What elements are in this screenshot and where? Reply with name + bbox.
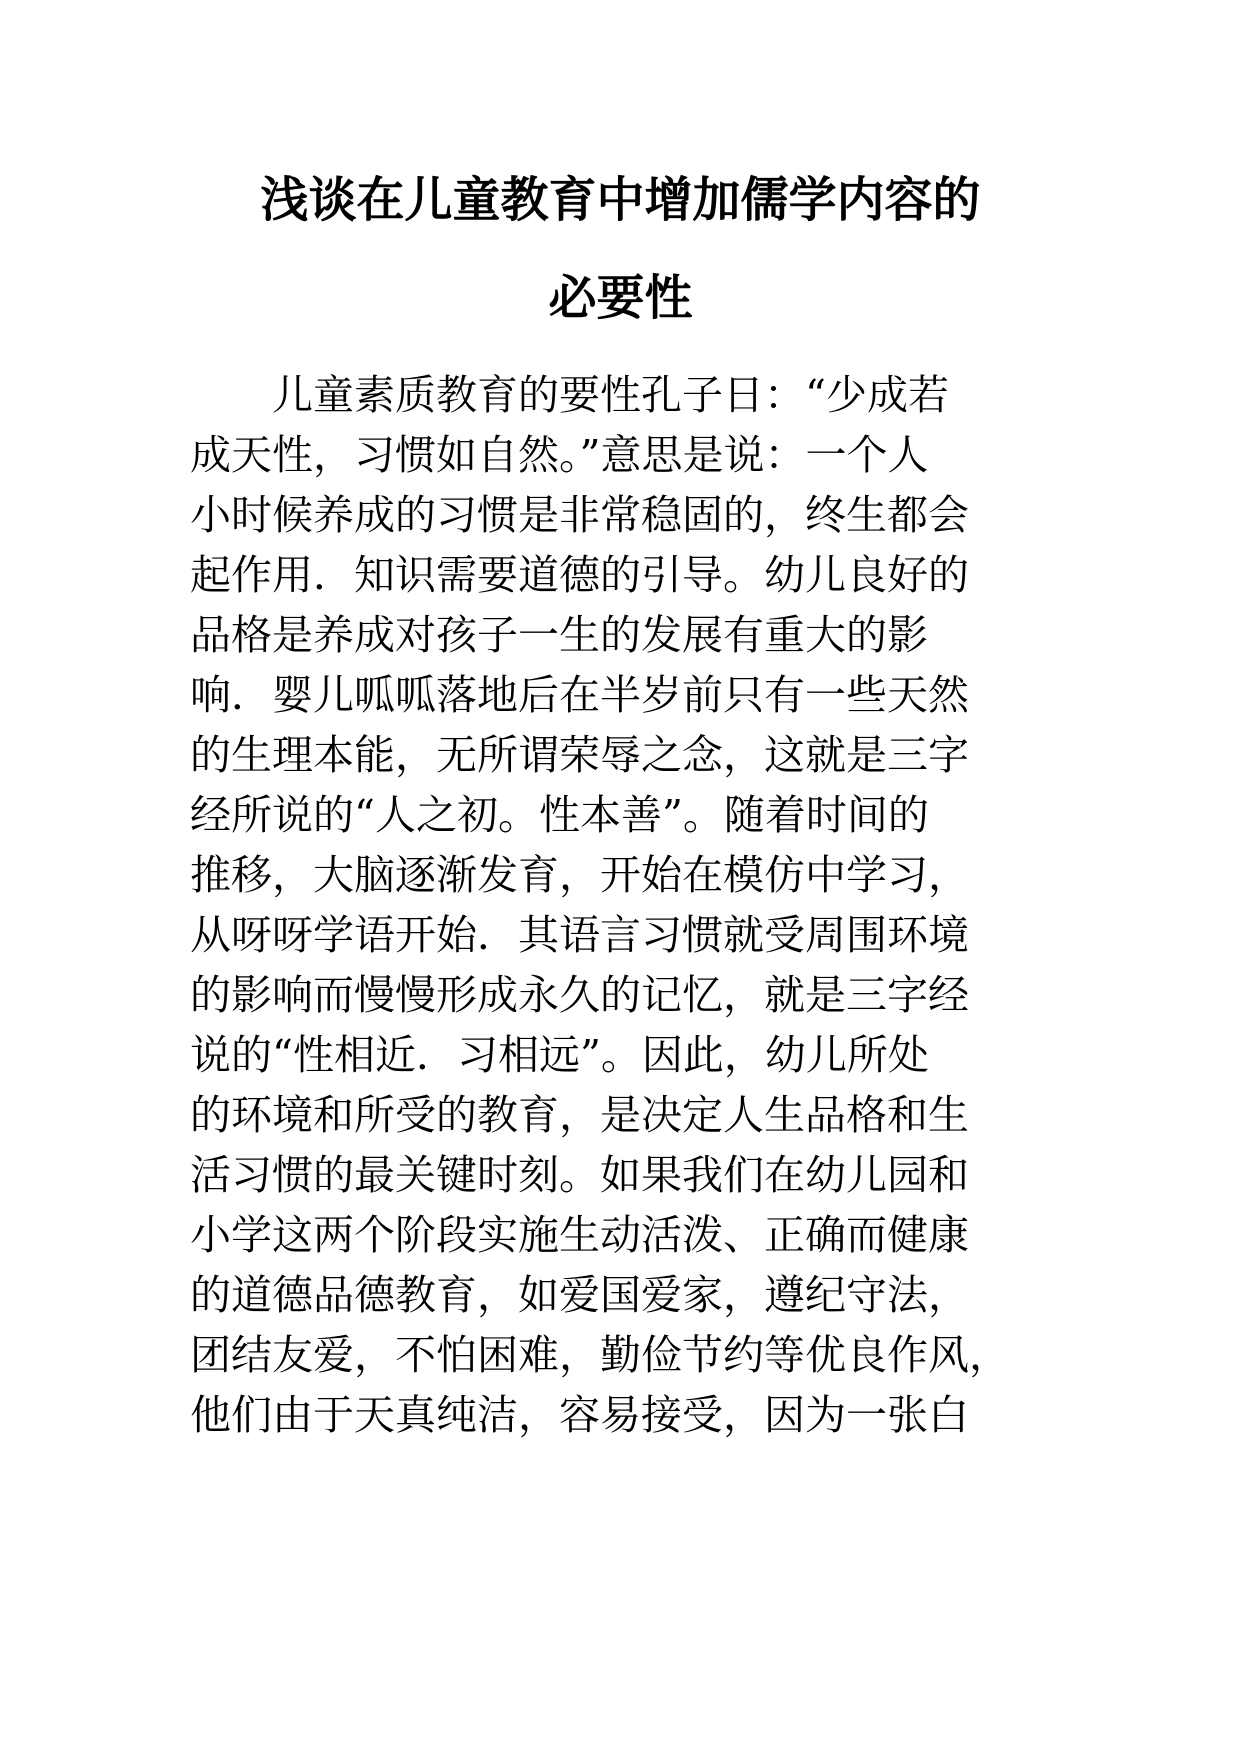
body-text-line: 推移，大脑逐渐发育，开始在模仿中学习， — [190, 851, 969, 899]
body-text-line: 的环境和所受的教育，是决定人生品格和生 — [190, 1091, 969, 1139]
document-title-line-1: 浅谈在儿童教育中增加儒学内容的 — [260, 172, 981, 228]
body-text-line: 品格是养成对孩子一生的发展有重大的影 — [190, 611, 928, 659]
body-text-line: 他们由于天真纯洁，容易接受，因为一张白 — [190, 1391, 969, 1439]
body-text-line: 的生理本能，无所谓荣辱之念，这就是三字 — [190, 731, 969, 779]
body-text-line: 经所说的“人之初。性本善”。随着时间的 — [190, 791, 929, 839]
body-text-line: 响．婴儿呱呱落地后在半岁前只有一些天然 — [190, 671, 969, 719]
body-text-line: 的影响而慢慢形成永久的记忆，就是三字经 — [190, 971, 969, 1019]
body-text-line: 从呀呀学语开始．其语言习惯就受周围环境 — [190, 911, 969, 959]
body-text-line: 活习惯的最关键时刻。如果我们在幼儿园和 — [190, 1151, 969, 1199]
body-text-line: 说的“性相近．习相远”。因此，幼儿所处 — [190, 1031, 929, 1079]
body-text-line: 的道德品德教育，如爱国爱家，遵纪守法， — [190, 1271, 969, 1319]
body-text-line: 儿童素质教育的要性孔子日：“少成若 — [272, 371, 949, 419]
body-text-line: 小时候养成的习惯是非常稳固的，终生都会 — [190, 491, 969, 539]
body-text-line: 成天性，习惯如自然。”意思是说：一个人 — [190, 431, 929, 479]
body-text-line: 小学这两个阶段实施生动活泼、正确而健康 — [190, 1211, 969, 1259]
document-title-line-2: 必要性 — [548, 270, 693, 326]
body-text-line: 起作用．知识需要道德的引导。幼儿良好的 — [190, 551, 969, 599]
body-text-line: 团结友爱，不怕困难，勤俭节约等优良作风， — [190, 1331, 1010, 1379]
